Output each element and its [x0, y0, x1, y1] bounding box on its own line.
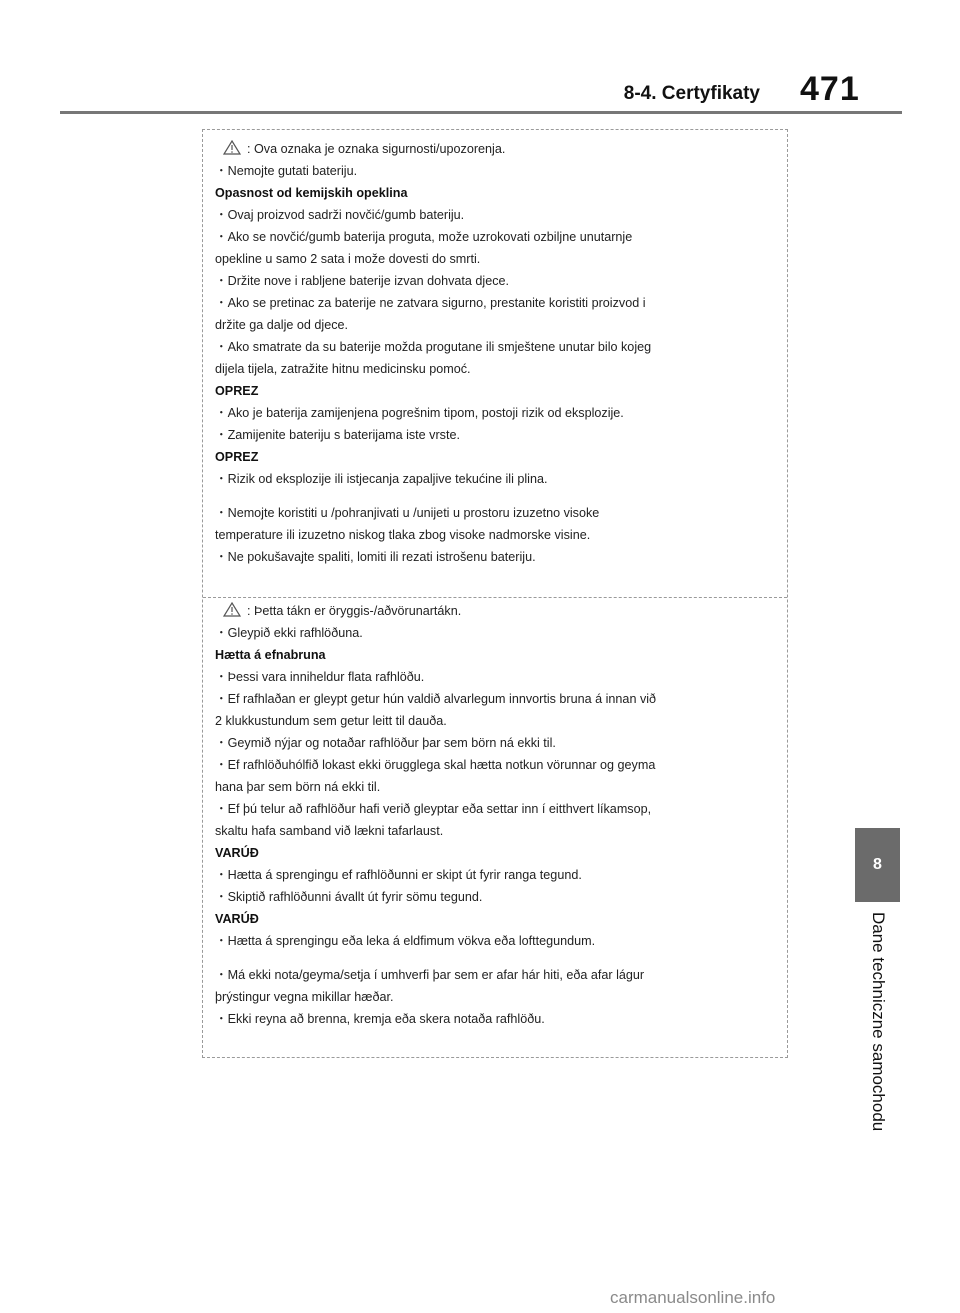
text-line-content: ・Držite nove i rabljene baterije izvan dohvata djece.	[215, 274, 510, 288]
text-line	[215, 986, 773, 1008]
section-heading	[215, 842, 773, 864]
text-line	[215, 688, 773, 710]
text-line	[215, 930, 773, 952]
text-line-content: ・Ekki reyna að brenna, kremja eða skera notaða rafhlöðu.	[215, 1012, 545, 1026]
section-heading	[215, 644, 773, 666]
text-line-content: Opasnost od kemijskih opeklina	[215, 186, 408, 200]
text-line-content: VARÚÐ	[215, 846, 259, 860]
text-line-content: ・Þessi vara inniheldur flata rafhlöðu.	[215, 670, 425, 684]
text-line	[215, 502, 773, 524]
text-line-content: dijela tijela, zatražite hitnu medicinsku pomoć.	[215, 362, 471, 376]
warning-triangle-icon	[223, 602, 241, 617]
certificate-box	[202, 129, 788, 1058]
text-line	[215, 358, 773, 380]
text-line	[215, 424, 773, 446]
text-line-content: ・Hætta á sprengingu ef rafhlöðunni er skipt út fyrir ranga tegund.	[215, 868, 582, 882]
text-line	[215, 600, 773, 622]
text-line-content: držite ga dalje od djece.	[215, 318, 349, 332]
text-line-content: ・Ako smatrate da su baterije možda progutane ili smještene unutar bilo kojeg	[215, 340, 652, 354]
text-line-content: ・Nemojte gutati bateriju.	[215, 164, 358, 178]
text-line	[215, 732, 773, 754]
warning-triangle-icon	[223, 140, 241, 155]
text-line-content: ・Hætta á sprengingu eða leka á eldfimum vökva eða lofttegundum.	[215, 934, 596, 948]
text-line-content: ・Ef þú telur að rafhlöður hafi verið gleyptar eða settar inn í eitthvert líkamsop,	[215, 802, 652, 816]
text-line	[215, 798, 773, 820]
text-line-content: : Þetta tákn er öryggis-/aðvörunartákn.	[247, 604, 462, 618]
text-line-content: VARÚÐ	[215, 912, 259, 926]
text-line-content: ・Ne pokušavajte spaliti, lomiti ili rezati istrošenu bateriju.	[215, 550, 536, 564]
section-heading	[215, 908, 773, 930]
text-line	[215, 270, 773, 292]
text-line-content: opekline u samo 2 sata i može dovesti do smrti.	[215, 252, 481, 266]
chapter-side-label-text: Dane techniczne samochodu	[869, 912, 888, 1132]
text-line	[215, 292, 773, 314]
text-line	[215, 204, 773, 226]
text-line	[215, 710, 773, 732]
section-heading	[215, 446, 773, 468]
text-line-content: ・Ako se novčić/gumb baterija proguta, može uzrokovati ozbiljne unutarnje	[215, 230, 633, 244]
text-line-content: OPREZ	[215, 384, 259, 398]
text-line-content: ・Gleypið ekki rafhlöðuna.	[215, 626, 363, 640]
text-line	[215, 546, 773, 568]
section-heading	[215, 380, 773, 402]
blank-gap	[215, 490, 773, 502]
text-line-content: ・Ef rafhlöðuhólfið lokast ekki örugglega skal hætta notkun vörunnar og geyma	[215, 758, 656, 772]
text-line-content: hana þar sem börn ná ekki til.	[215, 780, 381, 794]
page-number: 471	[800, 70, 860, 108]
text-line	[215, 666, 773, 688]
icelandic-section	[203, 600, 787, 1030]
text-line-content: þrýstingur vegna mikillar hæðar.	[215, 990, 394, 1004]
header-rule	[60, 111, 902, 114]
text-line-content: 2 klukkustundum sem getur leitt til dauða.	[215, 714, 447, 728]
text-line-content: temperature ili izuzetno niskog tlaka zbog visoke nadmorske visine.	[215, 528, 591, 542]
chapter-tab-number: 8	[873, 856, 882, 873]
text-line-content: ・Geymið nýjar og notaðar rafhlöður þar sem börn ná ekki til.	[215, 736, 556, 750]
section-divider	[203, 597, 787, 598]
text-line	[215, 864, 773, 886]
text-line	[215, 964, 773, 986]
text-line	[215, 776, 773, 798]
text-line-content: ・Ako se pretinac za baterije ne zatvara sigurno, prestanite koristiti proizvod i	[215, 296, 646, 310]
text-line	[215, 622, 773, 644]
text-line	[215, 402, 773, 424]
text-line-content: ・Zamijenite bateriju s baterijama iste vrste.	[215, 428, 460, 442]
text-line-content: ・Má ekki nota/geyma/setja í umhverfi þar sem er afar hár hiti, eða afar lágur	[215, 968, 645, 982]
croatian-section	[203, 138, 787, 568]
text-line-content: ・Rizik od eksplozije ili istjecanja zapaljive tekućine ili plina.	[215, 472, 548, 486]
text-line-content: ・Ef rafhlaðan er gleypt getur hún valdið alvarlegum innvortis bruna á innan við	[215, 692, 657, 706]
text-line	[215, 336, 773, 358]
text-line	[215, 524, 773, 546]
text-line	[215, 1008, 773, 1030]
footer-watermark: carmanualsonline.info	[610, 1288, 776, 1307]
blank-gap	[215, 952, 773, 964]
text-line-content: ・Skiptið rafhlöðunni ávallt út fyrir sömu tegund.	[215, 890, 483, 904]
text-line	[215, 248, 773, 270]
text-line-content: ・Nemojte koristiti u /pohranjivati u /unijeti u prostoru izuzetno visoke	[215, 506, 600, 520]
chapter-tab[interactable]	[855, 828, 900, 902]
text-line-content: ・Ovaj proizvod sadrži novčić/gumb bateriju.	[215, 208, 465, 222]
text-line	[215, 468, 773, 490]
text-line-content: OPREZ	[215, 450, 259, 464]
text-line-content: skaltu hafa samband við lækni tafarlaust.	[215, 824, 444, 838]
text-line	[215, 820, 773, 842]
text-line-content: : Ova oznaka je oznaka sigurnosti/upozorenja.	[247, 142, 506, 156]
section-heading	[215, 182, 773, 204]
text-line-content: ・Ako je baterija zamijenjena pogrešnim tipom, postoji rizik od eksplozije.	[215, 406, 624, 420]
text-line	[215, 314, 773, 336]
text-line	[215, 226, 773, 248]
text-line	[215, 754, 773, 776]
text-line-content: Hætta á efnabruna	[215, 648, 326, 662]
text-line	[215, 886, 773, 908]
section-title: 8-4. Certyfikaty	[623, 83, 760, 104]
text-line	[215, 138, 773, 160]
text-line	[215, 160, 773, 182]
